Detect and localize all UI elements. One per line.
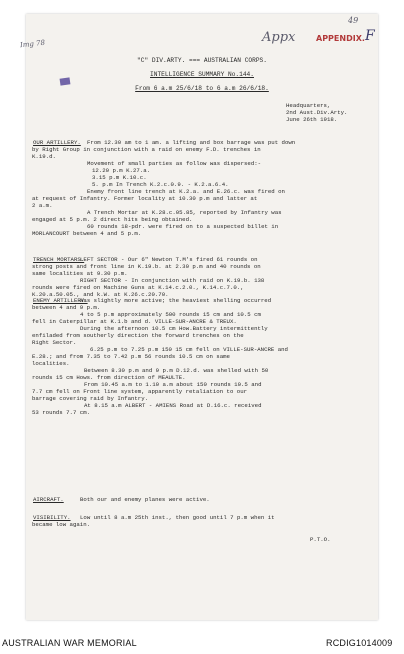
- unit-heading: "C" DIV.ARTY. === AUSTRALIAN CORPS.: [137, 57, 267, 64]
- report-line: rounds were fired on Machine Guns at K.14.c.2.0., K.14.c.7.0.,: [32, 284, 244, 291]
- report-line: RIGHT SECTOR - In conjunction with raid on K.19.b. 138: [80, 277, 265, 284]
- hq-line: June 26th 1918.: [286, 116, 338, 123]
- report-line: LEFT SECTOR - Our 6" Newton T.M's fired 61 rounds on: [80, 256, 258, 263]
- report-line: 4 to 5 p.m approximately 500 rounds 15 cm and 10.5 cm: [80, 311, 261, 318]
- summary-title: INTELLIGENCE SUMMARY No.144.: [150, 71, 254, 78]
- pto-label: P.T.O.: [310, 536, 331, 543]
- archive-credit: AUSTRALIAN WAR MEMORIAL: [2, 638, 137, 648]
- report-line: at request of Infantry. Former locality at 10.30 p.m and latter at: [32, 195, 258, 202]
- report-line: localities.: [32, 360, 70, 367]
- report-line: barrage covering raid by Infantry.: [32, 395, 149, 402]
- report-line: E.28.; and from 7.35 to 7.42 p.m 56 rounds 10.5 cm on same: [32, 353, 230, 360]
- report-line: became low again.: [32, 521, 91, 528]
- report-line: During the afternoon 10.5 cm How.Battery intermittently: [80, 325, 268, 332]
- report-line: K.20.a.50.05., and k.W. at K.26.c.20.70.: [32, 291, 169, 298]
- handwritten-mark: Img 78: [19, 38, 46, 50]
- section-heading: VISIBILITY.: [33, 514, 71, 521]
- report-line: MORLANCOURT between 4 and 5 p.m.: [32, 230, 142, 237]
- record-id: RCDIG1014009: [326, 638, 393, 648]
- report-line: same localities at 9.30 p.m.: [32, 270, 128, 277]
- report-line: 2 a.m.: [32, 202, 53, 209]
- report-line: Right Sector.: [32, 339, 77, 346]
- report-line: strong posts and front line in K.19.b. at 2.30 p.m and 40 rounds on: [32, 263, 261, 270]
- page-number: 49: [348, 16, 359, 25]
- report-line: rounds 15 cm Hows. from direction of MEAULTE.: [32, 374, 186, 381]
- report-line: A Trench Mortar at K.28.c.05.85, reported by Infantry was: [87, 209, 282, 216]
- report-line: fell in Caterpillar at K.1.b and d. VILLE-SUR-ANCRE & TREUX.: [32, 318, 237, 325]
- appendix-label: APPENDIX.: [316, 34, 365, 43]
- section-heading: TRENCH MORTARS.: [33, 256, 85, 263]
- appendix-letter: F: [365, 28, 375, 44]
- report-line: 12.20 p.m K.27.a.: [92, 167, 151, 174]
- section-heading: ENEMY ARTILLERY.: [33, 297, 88, 304]
- report-line: 53 rounds 7.7 cm.: [32, 409, 91, 416]
- report-line: Movement of small parties as follow was dispersed:-: [87, 160, 262, 167]
- report-line: 6.25 p.m to 7.25 p.m 150 15 cm fell on VILLE-SUR-ANCRE and: [90, 346, 288, 353]
- report-line: Low until 8 a.m 25th inst., then good until 7 p.m when it: [80, 514, 275, 521]
- report-line: 3.15 p.m K.10.c.: [92, 174, 147, 181]
- hq-line: 2nd Aust.Div.Arty.: [286, 109, 348, 116]
- report-line: At 8.15 a.m ALBERT - AMIENS Road at D.16.c. received: [84, 402, 262, 409]
- report-line: Between 8.30 p.m and 9 p.m D.12.d. was shelled with 50: [84, 367, 269, 374]
- report-line: between 4 and 9 p.m.: [32, 304, 101, 311]
- report-line: by Right Group in conjunction with a raid on enemy F.D. trenches in: [32, 146, 261, 153]
- hq-line: Headquarters,: [286, 102, 331, 109]
- section-heading: AIRCRAFT.: [33, 496, 64, 503]
- report-line: 60 rounds 18-pdr. were fired on to a suspected billet in: [87, 223, 279, 230]
- document-page: [19, 14, 378, 620]
- report-line: Both our and enemy planes were active.: [80, 496, 210, 503]
- report-line: From 12.30 am to 1 am. a lifting and box barrage was put down: [87, 139, 296, 146]
- report-line: enfiladed from southerly direction the forward trenches on the: [32, 332, 244, 339]
- report-line: 7.7 cm fell on Front line system, apparently retaliation to our: [32, 388, 248, 395]
- report-line: 5. p.m In Trench K.2.c.0.9. - K.2.a.6.4.: [92, 181, 229, 188]
- section-heading: OUR ARTILLERY.: [33, 139, 81, 146]
- handwritten-appx: Appx: [262, 30, 296, 45]
- period-line: From 6 a.m 25/6/18 to 6 a.m 26/6/18.: [135, 85, 269, 92]
- report-line: From 10.45 a.m to 1.10 a.m about 150 rounds 10.5 and: [84, 381, 262, 388]
- report-line: Enemy front line trench at K.2.a. and E.26.c. was fired on: [87, 188, 285, 195]
- report-line: Was slightly more active; the heaviest shelling occurred: [80, 297, 272, 304]
- report-line: K.19.d.: [32, 153, 56, 160]
- report-line: engaged at 5 p.m. 2 direct hits being obtained.: [32, 216, 193, 223]
